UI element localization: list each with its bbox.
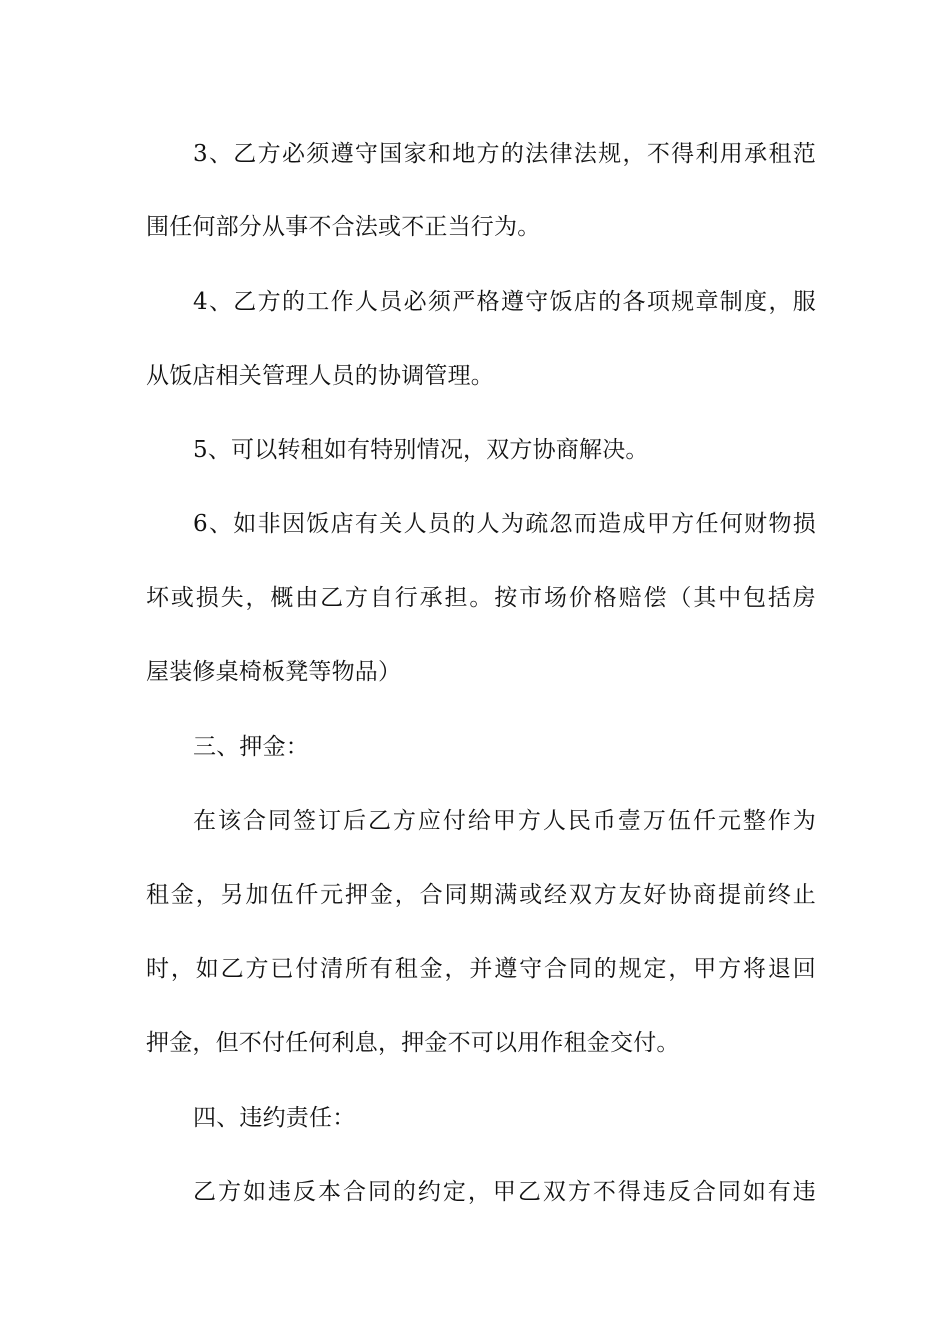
text-line: 围任何部分从事不合法或不正当行为。 [146,214,541,240]
text-line: 6、如非因饭店有关人员的人为疏忽而造成甲方任何财物损 [193,511,816,537]
text-line: 租金，另加伍仟元押金，合同期满或经双方友好协商提前终止 [146,882,816,908]
text-line: 乙方如违反本合同的约定，甲乙双方不得违反合同如有违 [193,1179,816,1205]
text-line: 5、可以转租如有特别情况，双方协商解决。 [193,437,649,463]
text-line: 从饭店相关管理人员的协调管理。 [146,363,494,389]
text-line: 时，如乙方已付清所有租金，并遵守合同的规定，甲方将退回 [146,956,816,982]
text-line: 坏或损失，概由乙方自行承担。按市场价格赔偿（其中包括房 [146,585,816,611]
section-heading: 三、押金： [193,734,309,760]
text-line: 押金，但不付任何利息，押金不可以用作租金交付。 [146,1030,680,1056]
text-line: 3、乙方必须遵守国家和地方的法律法规，不得利用承租范 [193,141,816,167]
section-heading: 四、违约责任： [193,1105,356,1131]
text-line: 在该合同签订后乙方应付给甲方人民币壹万伍仟元整作为 [193,808,816,834]
text-line: 4、乙方的工作人员必须严格遵守饭店的各项规章制度，服 [193,289,816,315]
text-line: 屋装修桌椅板凳等物品） [146,659,402,685]
